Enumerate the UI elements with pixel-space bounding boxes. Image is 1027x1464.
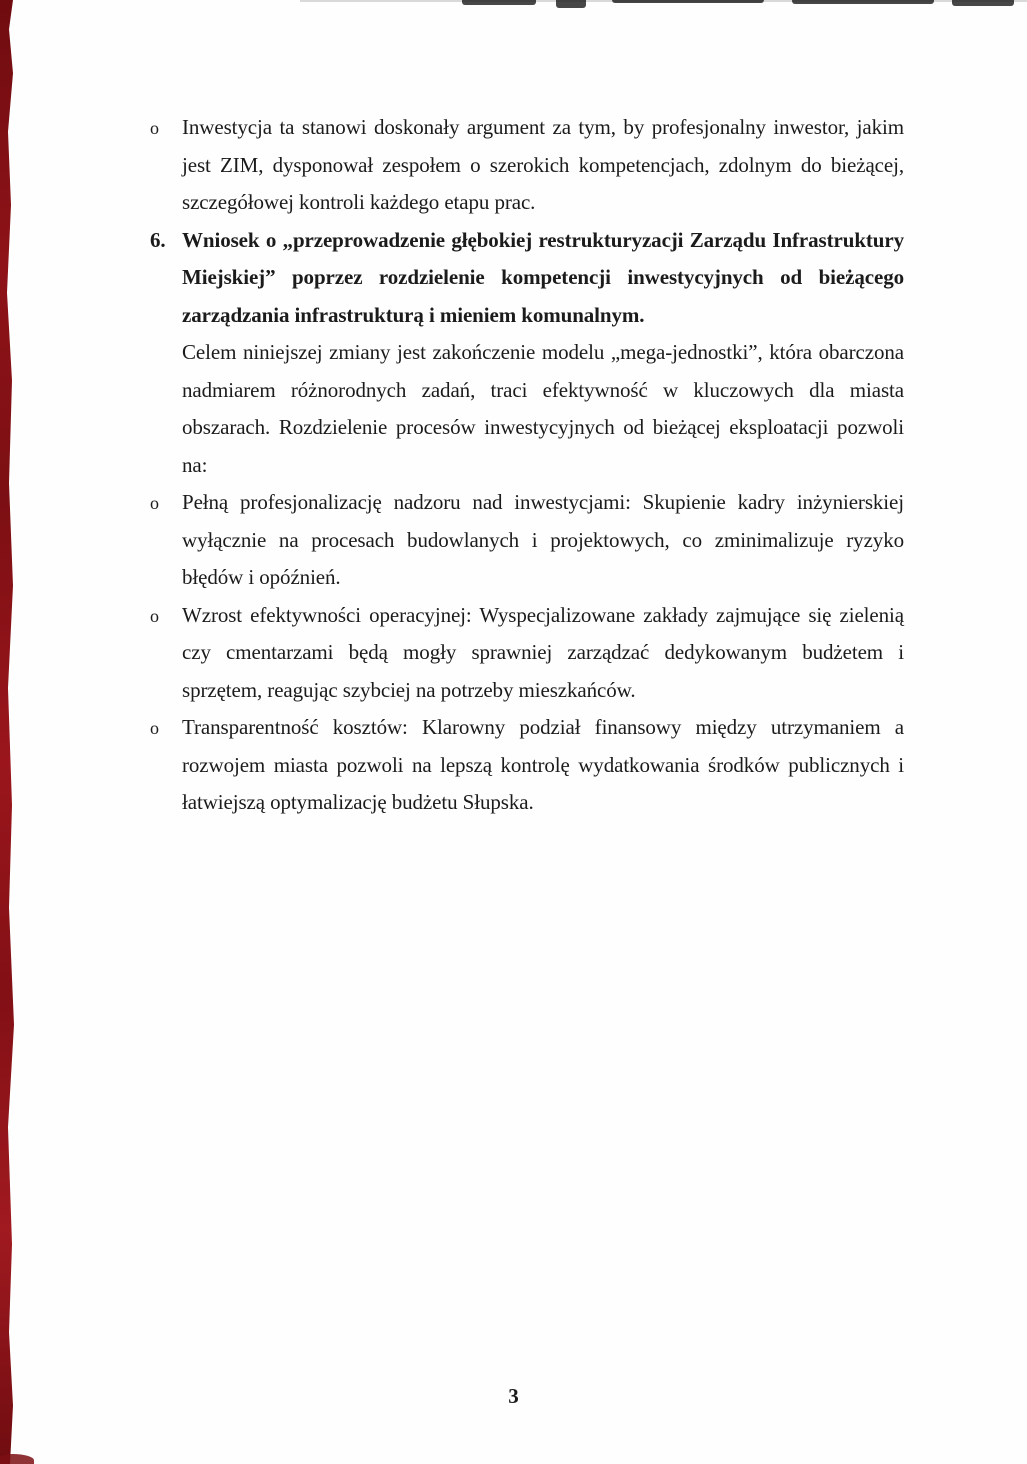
bullet-item [150,709,904,822]
item-number: 6. [150,227,166,252]
scan-left-edge-artifact [0,0,16,1464]
bullet-marker: o [150,718,159,738]
bullet-text: Transparentność kosztów: Klarowny podział finansowy między utrzymaniem a rozwojem miasta pozwoli na lepszą kontrolę wydatkowania środków publicznych i łatwiejszą optymalizację budżetu Słupska. [182,715,904,814]
bullet-text: Wzrost efektywności operacyjnej: Wyspecjalizowane zakłady zajmujące się zielenią czy cmentarzami będą mogły sprawniej zarządzać dedykowanym budżetem i sprzętem, reagując szybciej na potrzeby mieszkańców. [182,602,904,702]
bullet-text: Pełną profesjonalizację nadzoru nad inwestycjami: Skupienie kadry inżynierskiej wyłącznie na procesach budowlanych i projektowych, co zminimalizuje ryzyko błędów i opóźnień. [182,490,904,589]
scan-smudge [556,0,586,8]
bullet-item [150,597,904,710]
document-body [150,109,904,822]
bullet-marker: o [150,605,159,626]
scan-smudge [792,0,934,4]
paragraph-text: Celem niniejszej zmiany jest zakończenie modelu „mega-jednostki”, która obarczona nadmiarem różnorodnych zadań, traci efektywność w kluczowych dla miasta obszarach. Rozdzielenie procesów inwestycyjnych od bieżącej eksploatacji pozwoli na: [182,340,904,477]
numbered-item-6 [150,222,904,335]
bullet-item [150,109,904,222]
page-number: 3 [508,1384,519,1408]
numbered-item-text: Wniosek o „przeprowadzenie głębokiej restrukturyzacji Zarządu Infrastruktury Miejskiej” poprzez rozdzielenie kompetencji inwestycyjnych od bieżącego zarządzania infrastrukturą i mieniem komunalnym. [182,227,904,327]
scan-corner-artifact [0,1454,34,1464]
paragraph [150,334,904,484]
bullet-marker: o [150,118,159,138]
bullet-text: Inwestycja ta stanowi doskonały argument za tym, by profesjonalny inwestor, jakim jest ZIM, dysponował zespołem o szerokich kompetencjach, zdolnym do bieżącej, szczegółowej kontroli każdego etapu prac. [182,115,904,214]
scan-smudge [952,0,1014,6]
bullet-marker: o [150,493,159,513]
scan-smudge [462,0,536,5]
scan-smudge [612,0,764,3]
bullet-item [150,484,904,597]
